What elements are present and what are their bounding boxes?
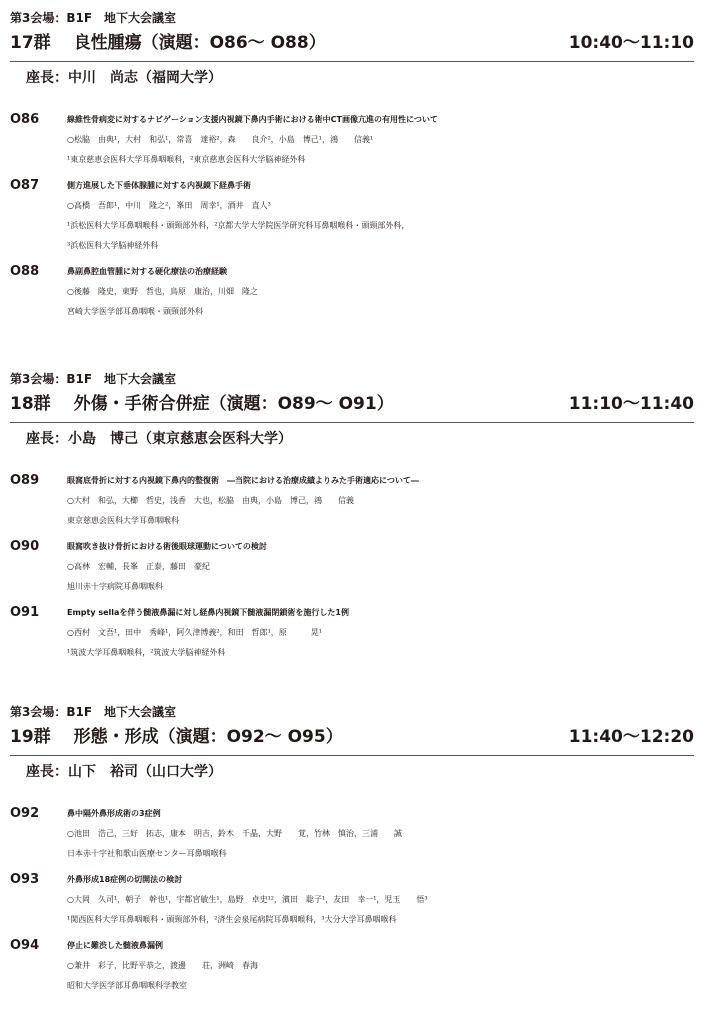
session-header (10, 722, 694, 752)
talk-affiliation: ¹浜松医科大学耳鼻咽喉科・頭頸部外科，²京都大学大学院医学研究科耳鼻咽喉科・頭頸部外科， (67, 221, 410, 230)
venue-label: 第3会場：B1F 地下大会議室 (10, 705, 177, 719)
talk-authors: ○松脇 由典¹，大村 和弘¹，常喜 達裕²，森 良介²，小島 博己¹，鴻 信義¹ (67, 135, 374, 144)
session-time: 11:10～11:40 (568, 394, 694, 414)
talk-affiliation: ³浜松医科大学脳神経外科 (67, 241, 159, 250)
talk-authors: ○大村 和弘，大櫛 哲史，浅香 大也，松脇 由典，小島 博己，鴻 信義 (67, 496, 354, 505)
talk-number: O94 (10, 938, 40, 953)
talk-title: 外鼻形成18症例の切開法の検討 (67, 875, 183, 884)
talk-title: 側方進展した下垂体腺腫に対する内視鏡下経鼻手術 (67, 181, 251, 190)
talk-item (0, 804, 708, 864)
talk-affiliation: ¹東京慈恵会医科大学耳鼻咽喉科，²東京慈恵会医科大学脳神経外科 (67, 155, 306, 164)
session-time: 11:40～12:20 (568, 727, 694, 747)
talk-affiliation: ¹関西医科大学耳鼻咽喉科・頭頸部外科，²済生会泉尾病院耳鼻咽喉科，³大分大学耳鼻咽喉科 (67, 915, 397, 924)
session-chair: 座長：中川 尚志（福岡大学） (26, 70, 222, 86)
talk-authors: ○兼井 彩子，比野平恭之，渡邊 荘，洲崎 春海 (67, 961, 258, 970)
talk-number: O87 (10, 178, 40, 193)
talk-number: O92 (10, 806, 40, 821)
talk-title: 線維性骨病変に対するナビゲーション支援内視鏡下鼻内手術における術中CT画像亢進の有用性について (67, 115, 438, 124)
talk-title: 停止に難渋した髄液鼻漏例 (67, 941, 163, 950)
talk-affiliation: 旭川赤十字病院耳鼻咽喉科 (67, 582, 163, 591)
talk-item (0, 176, 708, 256)
talk-list (0, 804, 708, 1002)
talk-title: 鼻中隔外鼻形成術の3症例 (67, 809, 161, 818)
session-chair: 座長：山下 裕司（山口大学） (26, 764, 222, 780)
talk-authors: ○高橋 吾郎¹，中川 隆之²，峯田 周幸¹，酒井 直人³ (67, 201, 271, 210)
talk-item (0, 262, 708, 322)
session-header (10, 389, 694, 419)
talk-affiliation: 昭和大学医学部耳鼻咽喉科学教室 (67, 981, 187, 990)
talk-authors: ○大岡 久司¹，朝子 幹也¹，宇都宮敏生¹，島野 卓史¹²，濱田 聡子¹，友田 幸一¹，児玉 悟³ (67, 895, 428, 904)
talk-number: O86 (10, 112, 40, 127)
talk-item (0, 603, 708, 663)
header-divider (10, 755, 694, 756)
session-title: 19群 形態・形成（演題：O92～ O95） (10, 727, 343, 747)
talk-item (0, 870, 708, 930)
session-time: 10:40～11:10 (568, 33, 694, 53)
talk-title: 眼窩吹き抜け骨折における術後眼球運動についての検討 (67, 542, 267, 551)
talk-number: O88 (10, 264, 40, 279)
talk-item (0, 537, 708, 597)
talk-list (0, 471, 708, 669)
talk-affiliation: 宮崎大学医学部耳鼻咽喉・頭頸部外科 (67, 307, 203, 316)
session-chair: 座長：小島 博己（東京慈恵会医科大学） (26, 431, 292, 447)
talk-authors: ○池田 浩己，三好 拓志，康本 明吉，鈴木 千晶，大野 覚，竹林 慎治，三浦 誠 (67, 829, 402, 838)
talk-title: Empty sellaを伴う髄液鼻漏に対し経鼻内視鏡下髄液漏閉鎖術を施行した1例 (67, 608, 349, 617)
talk-authors: ○後藤 隆史，東野 哲也，鳥原 康治，川畑 隆之 (67, 287, 258, 296)
talk-affiliation: 東京慈恵会医科大学耳鼻咽喉科 (67, 516, 179, 525)
talk-title: 鼻副鼻腔血管腫に対する硬化療法の治療経験 (67, 267, 227, 276)
venue-label: 第3会場：B1F 地下大会議室 (10, 372, 177, 386)
talk-number: O93 (10, 872, 40, 887)
header-divider (10, 422, 694, 423)
talk-affiliation: ¹筑波大学耳鼻咽喉科，²筑波大学脳神経外科 (67, 648, 226, 657)
session-title: 17群 良性腫瘍（演題：O86～ O88） (10, 33, 326, 53)
talk-authors: ○高林 宏輔，長峯 正泰，藤田 豪紀 (67, 562, 210, 571)
talk-number: O89 (10, 473, 40, 488)
talk-number: O90 (10, 539, 40, 554)
talk-list (0, 110, 708, 328)
talk-title: 眼窩底骨折に対する内視鏡下鼻内的整復術 ―当院における治療成績よりみた手術適応について― (67, 476, 419, 485)
talk-number: O91 (10, 605, 40, 620)
session-header (10, 28, 694, 58)
talk-authors: ○西村 文吾¹，田中 秀峰¹，阿久津博義²，和田 哲郎¹，原 晃¹ (67, 628, 323, 637)
talk-item (0, 936, 708, 996)
session-title: 18群 外傷・手術合併症（演題：O89～ O91） (10, 394, 394, 414)
talk-item (0, 110, 708, 170)
talk-affiliation: 日本赤十字社和歌山医療センター耳鼻咽喉科 (67, 849, 227, 858)
talk-item (0, 471, 708, 531)
venue-label: 第3会場：B1F 地下大会議室 (10, 11, 177, 25)
header-divider (10, 61, 694, 62)
